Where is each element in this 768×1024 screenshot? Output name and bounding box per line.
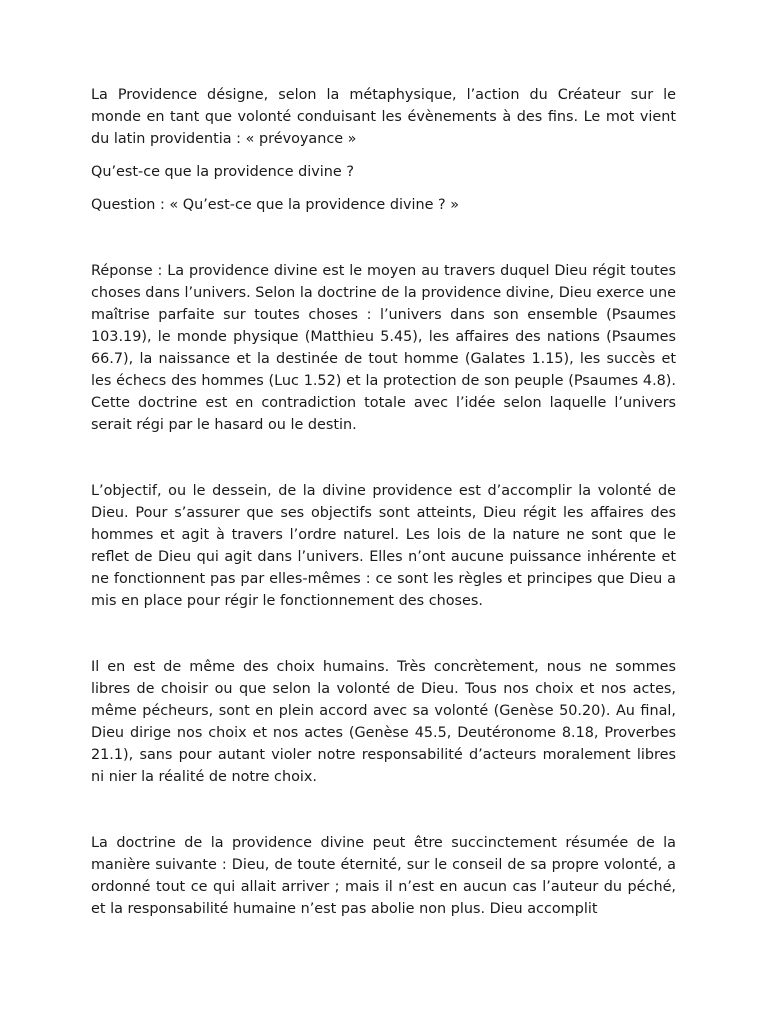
document-page — [91, 84, 676, 920]
human-choices-paragraph: Il en est de même des choix humains. Très concrètement, nous ne sommes libres de choisir ou que selon la volonté de Dieu. Tous nos choix et nos actes, même pécheurs, sont en plein accord avec sa volonté (Genèse 50.20). Au final, Dieu dirige nos choix et nos actes (Genèse 45.5, Deutéronome 8.18, Proverbes 21.1), sans pour autant violer notre responsabilité d’acteurs moralement libres ni nier la réalité de notre choix. — [91, 659, 676, 785]
objective-paragraph: L’objectif, ou le dessein, de la divine providence est d’accomplir la volonté de Dieu. Pour s’assurer que ses objectifs sont atteints, Dieu régit les affaires des hommes et agit à travers l’ordre naturel. Les lois de la nature ne sont que le reflet de Dieu qui agit dans l’univers. Elles n’ont aucune puissance inhérente et ne fonctionnent pas par elles-mêmes : ce sont les règles et principes que Dieu a mis en place pour régir le fonctionnement des choses. — [91, 483, 676, 609]
intro-paragraph: La Providence désigne, selon la métaphysique, l’action du Créateur sur le monde en tant que volonté conduisant les évènements à des fins. Le mot vient du latin providentia : « prévoyance » — [91, 87, 676, 147]
answer-paragraph: Réponse : La providence divine est le moyen au travers duquel Dieu régit toutes choses dans l’univers. Selon la doctrine de la providence divine, Dieu exerce une maîtrise parfaite sur toutes choses : l’univers dans son ensemble (Psaumes 103.19), le monde physique (Matthieu 5.45), les affaires des nations (Psaumes 66.7), la naissance et la destinée de tout homme (Galates 1.15), les succès et les échecs des hommes (Luc 1.52) et la protection de son peuple (Psaumes 4.8). Cette doctrine est en contradiction totale avec l’idée selon laquelle l’univers serait régi par le hasard ou le destin. — [91, 263, 676, 433]
heading-question: Qu’est-ce que la providence divine ? — [91, 164, 354, 180]
question-paragraph: Question : « Qu’est-ce que la providence divine ? » — [91, 197, 460, 213]
summary-paragraph: La doctrine de la providence divine peut être succinctement résumée de la manière suivante : Dieu, de toute éternité, sur le conseil de sa propre volonté, a ordonné tout ce qui allait arriver ; mais il n’est en aucun cas l’auteur du péché, et la responsabilité humaine n’est pas abolie non plus. Dieu accomplit — [91, 835, 676, 917]
